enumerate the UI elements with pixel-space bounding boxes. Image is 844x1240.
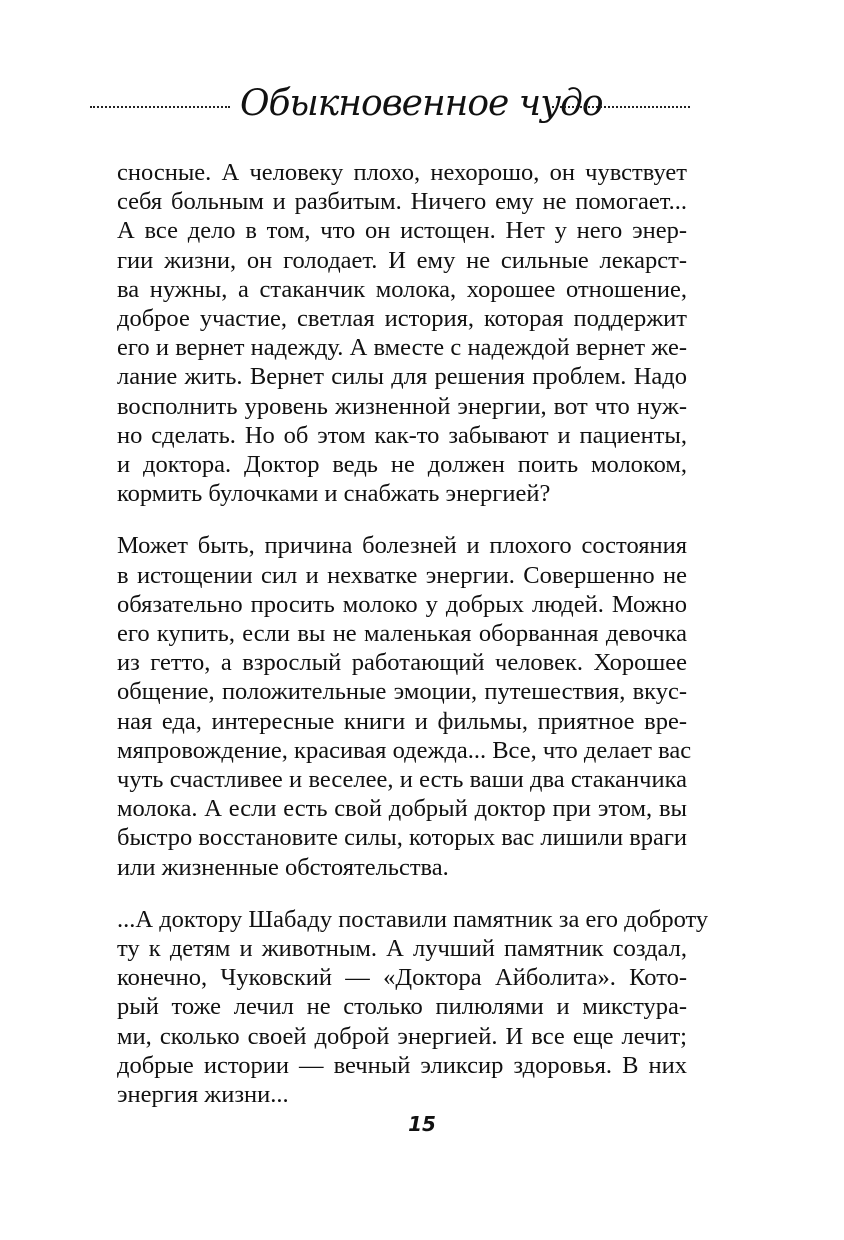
text-line: чуть счастливее и веселее, и есть ваши два стаканчика	[117, 766, 687, 794]
paragraph-2	[117, 531, 692, 881]
text-line: мяпровождение, красивая одежда... Все, что делает вас	[117, 736, 692, 764]
text-line: его купить, если вы не маленькая оборванная девочка	[117, 620, 687, 648]
paragraph-3	[117, 905, 709, 1109]
text-line: ва нужны, а стаканчик молока, хорошее отношение,	[117, 275, 687, 303]
text-line: рый тоже лечил не столько пилюлями и микстура-	[117, 993, 687, 1021]
text-line: восполнить уровень жизненной энергии, вот что нуж-	[117, 392, 687, 420]
text-line: кормить булочками и снабжать энергией?	[117, 480, 551, 508]
text-line: добрые истории — вечный эликсир здоровья. В них	[117, 1051, 687, 1079]
body-text	[117, 158, 709, 1132]
header-rule-right	[552, 106, 690, 108]
text-line: себя больным и разбитым. Ничего ему не помогает...	[117, 188, 687, 216]
text-line: гии жизни, он голодает. И ему не сильные лекарст-	[117, 246, 687, 274]
text-line: ...А доктору Шабаду поставили памятник за его доброту	[117, 905, 709, 933]
text-line: конечно, Чуковский — «Доктора Айболита». Кото-	[117, 964, 687, 992]
text-line: быстро восстановите силы, которых вас лишили враги	[117, 824, 688, 852]
text-line: молока. А если есть свой добрый доктор при этом, вы	[117, 795, 687, 823]
text-line: ми, сколько своей доброй энергией. И все еще лечит;	[117, 1022, 687, 1050]
text-line: или жизненные обстоятельства.	[117, 853, 449, 881]
paragraph-1	[117, 158, 687, 508]
text-line: ная еда, интересные книги и фильмы, приятное вре-	[117, 707, 687, 735]
page-number: 15	[408, 1112, 436, 1136]
text-line: в истощении сил и нехватке энергии. Совершенно не	[117, 561, 687, 589]
text-line: но сделать. Но об этом как-то забывают и пациенты,	[117, 421, 687, 449]
running-header	[90, 80, 690, 130]
text-line: доброе участие, светлая история, которая поддержит	[117, 305, 687, 333]
text-line: и доктора. Доктор ведь не должен поить молоком,	[117, 451, 687, 479]
text-line: Может быть, причина болезней и плохого состояния	[117, 532, 687, 560]
text-line: обязательно просить молоко у добрых людей. Можно	[117, 590, 687, 618]
text-line: ту к детям и животным. А лучший памятник создал,	[117, 935, 687, 963]
text-line: сносные. А человеку плохо, нехорошо, он чувствует	[117, 159, 687, 186]
header-rule-left	[90, 106, 230, 108]
text-line: общение, положительные эмоции, путешествия, вкус-	[117, 678, 687, 706]
text-line: лание жить. Вернет силы для решения проблем. Надо	[117, 363, 687, 391]
text-line: его и вернет надежду. А вместе с надеждой вернет же-	[117, 334, 687, 362]
running-title: Обыкновенное чудо	[240, 83, 603, 124]
text-line: А все дело в том, что он истощен. Нет у него энер-	[117, 217, 687, 245]
text-line: энергия жизни...	[117, 1081, 289, 1109]
text-line: из гетто, а взрослый работающий человек. Хорошее	[117, 649, 687, 677]
